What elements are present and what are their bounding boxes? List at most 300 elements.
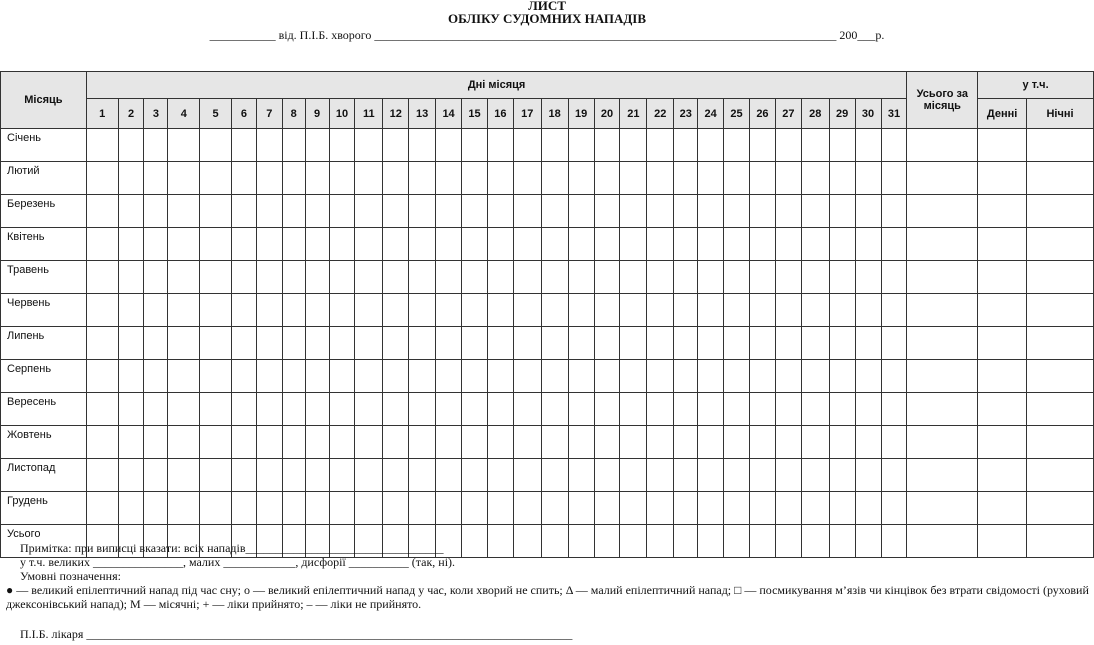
day-entry-cell[interactable] — [462, 162, 488, 195]
day-entry-cell[interactable] — [698, 195, 724, 228]
day-entry-cell[interactable] — [647, 228, 674, 261]
day-entry-cell[interactable] — [881, 129, 907, 162]
day-entry-cell[interactable] — [168, 294, 200, 327]
day-entry-cell[interactable] — [118, 129, 144, 162]
day-entry-cell[interactable] — [855, 492, 881, 525]
day-count-cell[interactable] — [978, 195, 1027, 228]
day-entry-cell[interactable] — [647, 327, 674, 360]
day-entry-cell[interactable] — [118, 393, 144, 426]
day-entry-cell[interactable] — [355, 228, 383, 261]
day-entry-cell[interactable] — [620, 327, 647, 360]
day-entry-cell[interactable] — [620, 261, 647, 294]
day-entry-cell[interactable] — [698, 261, 724, 294]
night-count-cell[interactable] — [1027, 162, 1094, 195]
day-entry-cell[interactable] — [256, 294, 282, 327]
day-entry-cell[interactable] — [86, 459, 118, 492]
day-entry-cell[interactable] — [724, 228, 750, 261]
day-entry-cell[interactable] — [620, 426, 647, 459]
day-entry-cell[interactable] — [594, 228, 620, 261]
day-entry-cell[interactable] — [881, 294, 907, 327]
day-entry-cell[interactable] — [749, 360, 775, 393]
day-entry-cell[interactable] — [855, 327, 881, 360]
day-entry-cell[interactable] — [144, 393, 168, 426]
day-entry-cell[interactable] — [355, 393, 383, 426]
day-entry-cell[interactable] — [749, 327, 775, 360]
day-entry-cell[interactable] — [881, 261, 907, 294]
day-entry-cell[interactable] — [698, 459, 724, 492]
day-entry-cell[interactable] — [801, 459, 829, 492]
day-entry-cell[interactable] — [436, 393, 462, 426]
day-count-cell[interactable] — [978, 459, 1027, 492]
day-entry-cell[interactable] — [232, 129, 257, 162]
day-entry-cell[interactable] — [256, 492, 282, 525]
day-entry-cell[interactable] — [200, 393, 232, 426]
day-entry-cell[interactable] — [256, 327, 282, 360]
day-entry-cell[interactable] — [801, 162, 829, 195]
day-count-cell[interactable] — [978, 426, 1027, 459]
night-count-cell[interactable] — [1027, 195, 1094, 228]
day-entry-cell[interactable] — [329, 162, 355, 195]
day-entry-cell[interactable] — [305, 327, 329, 360]
day-entry-cell[interactable] — [829, 459, 855, 492]
day-entry-cell[interactable] — [200, 426, 232, 459]
day-entry-cell[interactable] — [462, 228, 488, 261]
day-entry-cell[interactable] — [118, 294, 144, 327]
day-entry-cell[interactable] — [232, 492, 257, 525]
day-entry-cell[interactable] — [541, 327, 568, 360]
day-entry-cell[interactable] — [329, 360, 355, 393]
day-entry-cell[interactable] — [329, 129, 355, 162]
day-count-cell[interactable] — [978, 393, 1027, 426]
day-entry-cell[interactable] — [118, 426, 144, 459]
night-count-cell[interactable] — [1027, 228, 1094, 261]
day-entry-cell[interactable] — [724, 360, 750, 393]
day-entry-cell[interactable] — [144, 228, 168, 261]
day-entry-cell[interactable] — [329, 492, 355, 525]
day-entry-cell[interactable] — [256, 360, 282, 393]
day-entry-cell[interactable] — [568, 327, 594, 360]
day-entry-cell[interactable] — [409, 426, 436, 459]
day-entry-cell[interactable] — [355, 426, 383, 459]
day-entry-cell[interactable] — [200, 195, 232, 228]
day-entry-cell[interactable] — [647, 162, 674, 195]
day-entry-cell[interactable] — [256, 162, 282, 195]
day-entry-cell[interactable] — [749, 261, 775, 294]
day-entry-cell[interactable] — [647, 426, 674, 459]
day-entry-cell[interactable] — [256, 459, 282, 492]
day-entry-cell[interactable] — [168, 393, 200, 426]
day-entry-cell[interactable] — [86, 294, 118, 327]
day-entry-cell[interactable] — [282, 162, 305, 195]
day-entry-cell[interactable] — [355, 162, 383, 195]
day-entry-cell[interactable] — [594, 129, 620, 162]
day-entry-cell[interactable] — [144, 294, 168, 327]
day-entry-cell[interactable] — [462, 492, 488, 525]
day-entry-cell[interactable] — [749, 129, 775, 162]
day-entry-cell[interactable] — [594, 360, 620, 393]
day-entry-cell[interactable] — [409, 261, 436, 294]
day-entry-cell[interactable] — [801, 393, 829, 426]
month-total-cell[interactable] — [907, 228, 978, 261]
day-entry-cell[interactable] — [594, 294, 620, 327]
day-entry-cell[interactable] — [674, 393, 698, 426]
day-entry-cell[interactable] — [86, 195, 118, 228]
day-entry-cell[interactable] — [855, 129, 881, 162]
day-entry-cell[interactable] — [305, 129, 329, 162]
day-entry-cell[interactable] — [329, 426, 355, 459]
day-entry-cell[interactable] — [409, 459, 436, 492]
day-entry-cell[interactable] — [801, 360, 829, 393]
day-entry-cell[interactable] — [200, 162, 232, 195]
day-entry-cell[interactable] — [462, 195, 488, 228]
day-entry-cell[interactable] — [200, 360, 232, 393]
day-entry-cell[interactable] — [541, 459, 568, 492]
day-entry-cell[interactable] — [436, 261, 462, 294]
day-entry-cell[interactable] — [144, 360, 168, 393]
day-entry-cell[interactable] — [855, 426, 881, 459]
day-entry-cell[interactable] — [305, 393, 329, 426]
day-entry-cell[interactable] — [200, 261, 232, 294]
day-entry-cell[interactable] — [462, 426, 488, 459]
day-entry-cell[interactable] — [355, 195, 383, 228]
day-entry-cell[interactable] — [881, 459, 907, 492]
day-entry-cell[interactable] — [775, 294, 801, 327]
day-entry-cell[interactable] — [698, 360, 724, 393]
day-entry-cell[interactable] — [513, 261, 541, 294]
day-entry-cell[interactable] — [674, 261, 698, 294]
day-entry-cell[interactable] — [855, 294, 881, 327]
day-entry-cell[interactable] — [698, 129, 724, 162]
day-entry-cell[interactable] — [200, 294, 232, 327]
month-total-cell[interactable] — [907, 459, 978, 492]
day-entry-cell[interactable] — [282, 228, 305, 261]
day-entry-cell[interactable] — [698, 327, 724, 360]
day-entry-cell[interactable] — [855, 261, 881, 294]
day-entry-cell[interactable] — [305, 459, 329, 492]
day-entry-cell[interactable] — [232, 426, 257, 459]
day-entry-cell[interactable] — [355, 459, 383, 492]
day-entry-cell[interactable] — [674, 360, 698, 393]
month-total-cell[interactable] — [907, 492, 978, 525]
day-entry-cell[interactable] — [647, 294, 674, 327]
day-entry-cell[interactable] — [620, 162, 647, 195]
day-entry-cell[interactable] — [305, 294, 329, 327]
day-entry-cell[interactable] — [513, 129, 541, 162]
day-entry-cell[interactable] — [775, 129, 801, 162]
day-entry-cell[interactable] — [594, 393, 620, 426]
day-entry-cell[interactable] — [282, 129, 305, 162]
day-entry-cell[interactable] — [144, 129, 168, 162]
day-entry-cell[interactable] — [594, 162, 620, 195]
day-entry-cell[interactable] — [86, 228, 118, 261]
day-entry-cell[interactable] — [232, 459, 257, 492]
day-entry-cell[interactable] — [436, 327, 462, 360]
day-entry-cell[interactable] — [698, 228, 724, 261]
day-entry-cell[interactable] — [513, 393, 541, 426]
day-entry-cell[interactable] — [674, 228, 698, 261]
day-count-cell[interactable] — [978, 360, 1027, 393]
day-entry-cell[interactable] — [749, 492, 775, 525]
day-entry-cell[interactable] — [698, 294, 724, 327]
day-entry-cell[interactable] — [232, 228, 257, 261]
day-entry-cell[interactable] — [355, 492, 383, 525]
day-entry-cell[interactable] — [594, 492, 620, 525]
day-entry-cell[interactable] — [541, 294, 568, 327]
day-entry-cell[interactable] — [282, 426, 305, 459]
day-entry-cell[interactable] — [436, 228, 462, 261]
day-entry-cell[interactable] — [801, 228, 829, 261]
day-entry-cell[interactable] — [487, 360, 513, 393]
day-entry-cell[interactable] — [620, 228, 647, 261]
day-entry-cell[interactable] — [594, 261, 620, 294]
day-entry-cell[interactable] — [513, 195, 541, 228]
day-entry-cell[interactable] — [409, 195, 436, 228]
month-total-cell[interactable] — [907, 360, 978, 393]
day-entry-cell[interactable] — [801, 327, 829, 360]
day-entry-cell[interactable] — [724, 327, 750, 360]
day-entry-cell[interactable] — [487, 162, 513, 195]
day-entry-cell[interactable] — [881, 327, 907, 360]
day-entry-cell[interactable] — [829, 261, 855, 294]
day-entry-cell[interactable] — [118, 228, 144, 261]
day-entry-cell[interactable] — [829, 327, 855, 360]
day-entry-cell[interactable] — [487, 393, 513, 426]
day-entry-cell[interactable] — [282, 294, 305, 327]
day-entry-cell[interactable] — [86, 261, 118, 294]
day-entry-cell[interactable] — [256, 393, 282, 426]
day-entry-cell[interactable] — [829, 162, 855, 195]
day-count-cell[interactable] — [978, 492, 1027, 525]
day-entry-cell[interactable] — [282, 327, 305, 360]
day-entry-cell[interactable] — [881, 426, 907, 459]
day-entry-cell[interactable] — [86, 129, 118, 162]
month-total-cell[interactable] — [907, 162, 978, 195]
night-count-cell[interactable] — [1027, 129, 1094, 162]
day-entry-cell[interactable] — [487, 195, 513, 228]
day-entry-cell[interactable] — [200, 129, 232, 162]
day-entry-cell[interactable] — [383, 426, 409, 459]
day-entry-cell[interactable] — [594, 459, 620, 492]
day-entry-cell[interactable] — [144, 162, 168, 195]
day-entry-cell[interactable] — [513, 492, 541, 525]
day-entry-cell[interactable] — [282, 393, 305, 426]
night-count-cell[interactable] — [1027, 492, 1094, 525]
day-entry-cell[interactable] — [282, 195, 305, 228]
day-entry-cell[interactable] — [775, 492, 801, 525]
day-entry-cell[interactable] — [86, 492, 118, 525]
day-entry-cell[interactable] — [541, 492, 568, 525]
day-entry-cell[interactable] — [775, 228, 801, 261]
day-entry-cell[interactable] — [282, 492, 305, 525]
day-entry-cell[interactable] — [801, 426, 829, 459]
day-entry-cell[interactable] — [436, 492, 462, 525]
day-entry-cell[interactable] — [329, 261, 355, 294]
day-entry-cell[interactable] — [698, 492, 724, 525]
day-entry-cell[interactable] — [436, 459, 462, 492]
day-count-cell[interactable] — [978, 228, 1027, 261]
day-entry-cell[interactable] — [829, 294, 855, 327]
day-entry-cell[interactable] — [674, 294, 698, 327]
day-entry-cell[interactable] — [305, 228, 329, 261]
day-entry-cell[interactable] — [775, 327, 801, 360]
day-entry-cell[interactable] — [168, 360, 200, 393]
day-entry-cell[interactable] — [168, 195, 200, 228]
day-entry-cell[interactable] — [487, 228, 513, 261]
day-entry-cell[interactable] — [647, 261, 674, 294]
day-entry-cell[interactable] — [855, 360, 881, 393]
day-entry-cell[interactable] — [620, 393, 647, 426]
day-entry-cell[interactable] — [168, 492, 200, 525]
day-entry-cell[interactable] — [568, 393, 594, 426]
day-entry-cell[interactable] — [855, 459, 881, 492]
day-entry-cell[interactable] — [620, 294, 647, 327]
day-entry-cell[interactable] — [86, 162, 118, 195]
day-entry-cell[interactable] — [881, 195, 907, 228]
day-entry-cell[interactable] — [647, 393, 674, 426]
day-entry-cell[interactable] — [144, 195, 168, 228]
day-entry-cell[interactable] — [749, 162, 775, 195]
day-entry-cell[interactable] — [329, 195, 355, 228]
day-entry-cell[interactable] — [329, 393, 355, 426]
night-count-cell[interactable] — [1027, 261, 1094, 294]
day-entry-cell[interactable] — [256, 261, 282, 294]
night-count-cell[interactable] — [1027, 294, 1094, 327]
day-entry-cell[interactable] — [749, 294, 775, 327]
day-entry-cell[interactable] — [829, 228, 855, 261]
day-entry-cell[interactable] — [541, 426, 568, 459]
day-entry-cell[interactable] — [881, 492, 907, 525]
day-entry-cell[interactable] — [462, 327, 488, 360]
day-entry-cell[interactable] — [383, 459, 409, 492]
day-entry-cell[interactable] — [329, 459, 355, 492]
month-total-cell[interactable] — [907, 393, 978, 426]
day-entry-cell[interactable] — [355, 129, 383, 162]
day-entry-cell[interactable] — [620, 459, 647, 492]
day-entry-cell[interactable] — [541, 195, 568, 228]
day-entry-cell[interactable] — [256, 426, 282, 459]
day-entry-cell[interactable] — [168, 162, 200, 195]
day-entry-cell[interactable] — [436, 360, 462, 393]
day-entry-cell[interactable] — [698, 393, 724, 426]
day-entry-cell[interactable] — [355, 360, 383, 393]
day-entry-cell[interactable] — [724, 459, 750, 492]
day-entry-cell[interactable] — [594, 426, 620, 459]
day-entry-cell[interactable] — [329, 327, 355, 360]
day-entry-cell[interactable] — [409, 129, 436, 162]
day-entry-cell[interactable] — [749, 393, 775, 426]
day-entry-cell[interactable] — [698, 162, 724, 195]
day-entry-cell[interactable] — [513, 426, 541, 459]
day-entry-cell[interactable] — [144, 426, 168, 459]
day-count-cell[interactable] — [978, 294, 1027, 327]
day-entry-cell[interactable] — [775, 360, 801, 393]
day-entry-cell[interactable] — [881, 162, 907, 195]
day-entry-cell[interactable] — [86, 393, 118, 426]
day-entry-cell[interactable] — [674, 195, 698, 228]
day-entry-cell[interactable] — [487, 261, 513, 294]
day-entry-cell[interactable] — [168, 459, 200, 492]
day-entry-cell[interactable] — [724, 261, 750, 294]
day-entry-cell[interactable] — [855, 195, 881, 228]
day-entry-cell[interactable] — [647, 195, 674, 228]
day-entry-cell[interactable] — [749, 459, 775, 492]
day-entry-cell[interactable] — [487, 426, 513, 459]
day-entry-cell[interactable] — [829, 426, 855, 459]
day-count-cell[interactable] — [978, 162, 1027, 195]
day-entry-cell[interactable] — [620, 360, 647, 393]
day-entry-cell[interactable] — [855, 228, 881, 261]
day-entry-cell[interactable] — [568, 195, 594, 228]
day-entry-cell[interactable] — [305, 261, 329, 294]
day-entry-cell[interactable] — [855, 162, 881, 195]
day-entry-cell[interactable] — [541, 162, 568, 195]
day-entry-cell[interactable] — [462, 459, 488, 492]
day-entry-cell[interactable] — [541, 129, 568, 162]
day-entry-cell[interactable] — [775, 162, 801, 195]
day-entry-cell[interactable] — [118, 195, 144, 228]
night-count-cell[interactable] — [1027, 327, 1094, 360]
day-entry-cell[interactable] — [118, 360, 144, 393]
day-entry-cell[interactable] — [305, 426, 329, 459]
night-count-cell[interactable] — [1027, 426, 1094, 459]
day-entry-cell[interactable] — [775, 261, 801, 294]
day-entry-cell[interactable] — [620, 195, 647, 228]
day-entry-cell[interactable] — [568, 162, 594, 195]
day-entry-cell[interactable] — [409, 360, 436, 393]
day-entry-cell[interactable] — [568, 228, 594, 261]
day-entry-cell[interactable] — [829, 492, 855, 525]
day-entry-cell[interactable] — [168, 261, 200, 294]
day-entry-cell[interactable] — [674, 162, 698, 195]
day-entry-cell[interactable] — [232, 261, 257, 294]
day-entry-cell[interactable] — [801, 492, 829, 525]
day-entry-cell[interactable] — [881, 393, 907, 426]
day-entry-cell[interactable] — [829, 129, 855, 162]
month-total-cell[interactable] — [907, 129, 978, 162]
day-entry-cell[interactable] — [829, 393, 855, 426]
day-entry-cell[interactable] — [674, 129, 698, 162]
day-entry-cell[interactable] — [409, 393, 436, 426]
day-entry-cell[interactable] — [487, 327, 513, 360]
day-entry-cell[interactable] — [462, 393, 488, 426]
day-entry-cell[interactable] — [829, 195, 855, 228]
day-entry-cell[interactable] — [86, 426, 118, 459]
day-entry-cell[interactable] — [647, 360, 674, 393]
day-entry-cell[interactable] — [674, 327, 698, 360]
day-entry-cell[interactable] — [724, 492, 750, 525]
day-entry-cell[interactable] — [487, 294, 513, 327]
day-entry-cell[interactable] — [200, 459, 232, 492]
day-entry-cell[interactable] — [513, 294, 541, 327]
day-entry-cell[interactable] — [594, 327, 620, 360]
day-entry-cell[interactable] — [355, 327, 383, 360]
day-entry-cell[interactable] — [383, 327, 409, 360]
day-entry-cell[interactable] — [568, 294, 594, 327]
day-count-cell[interactable] — [978, 261, 1027, 294]
day-entry-cell[interactable] — [436, 426, 462, 459]
day-entry-cell[interactable] — [200, 492, 232, 525]
day-entry-cell[interactable] — [144, 261, 168, 294]
day-count-cell[interactable] — [978, 129, 1027, 162]
day-entry-cell[interactable] — [383, 294, 409, 327]
day-entry-cell[interactable] — [282, 360, 305, 393]
day-entry-cell[interactable] — [118, 327, 144, 360]
day-entry-cell[interactable] — [724, 294, 750, 327]
day-entry-cell[interactable] — [409, 294, 436, 327]
day-entry-cell[interactable] — [409, 162, 436, 195]
day-entry-cell[interactable] — [436, 129, 462, 162]
day-entry-cell[interactable] — [232, 162, 257, 195]
